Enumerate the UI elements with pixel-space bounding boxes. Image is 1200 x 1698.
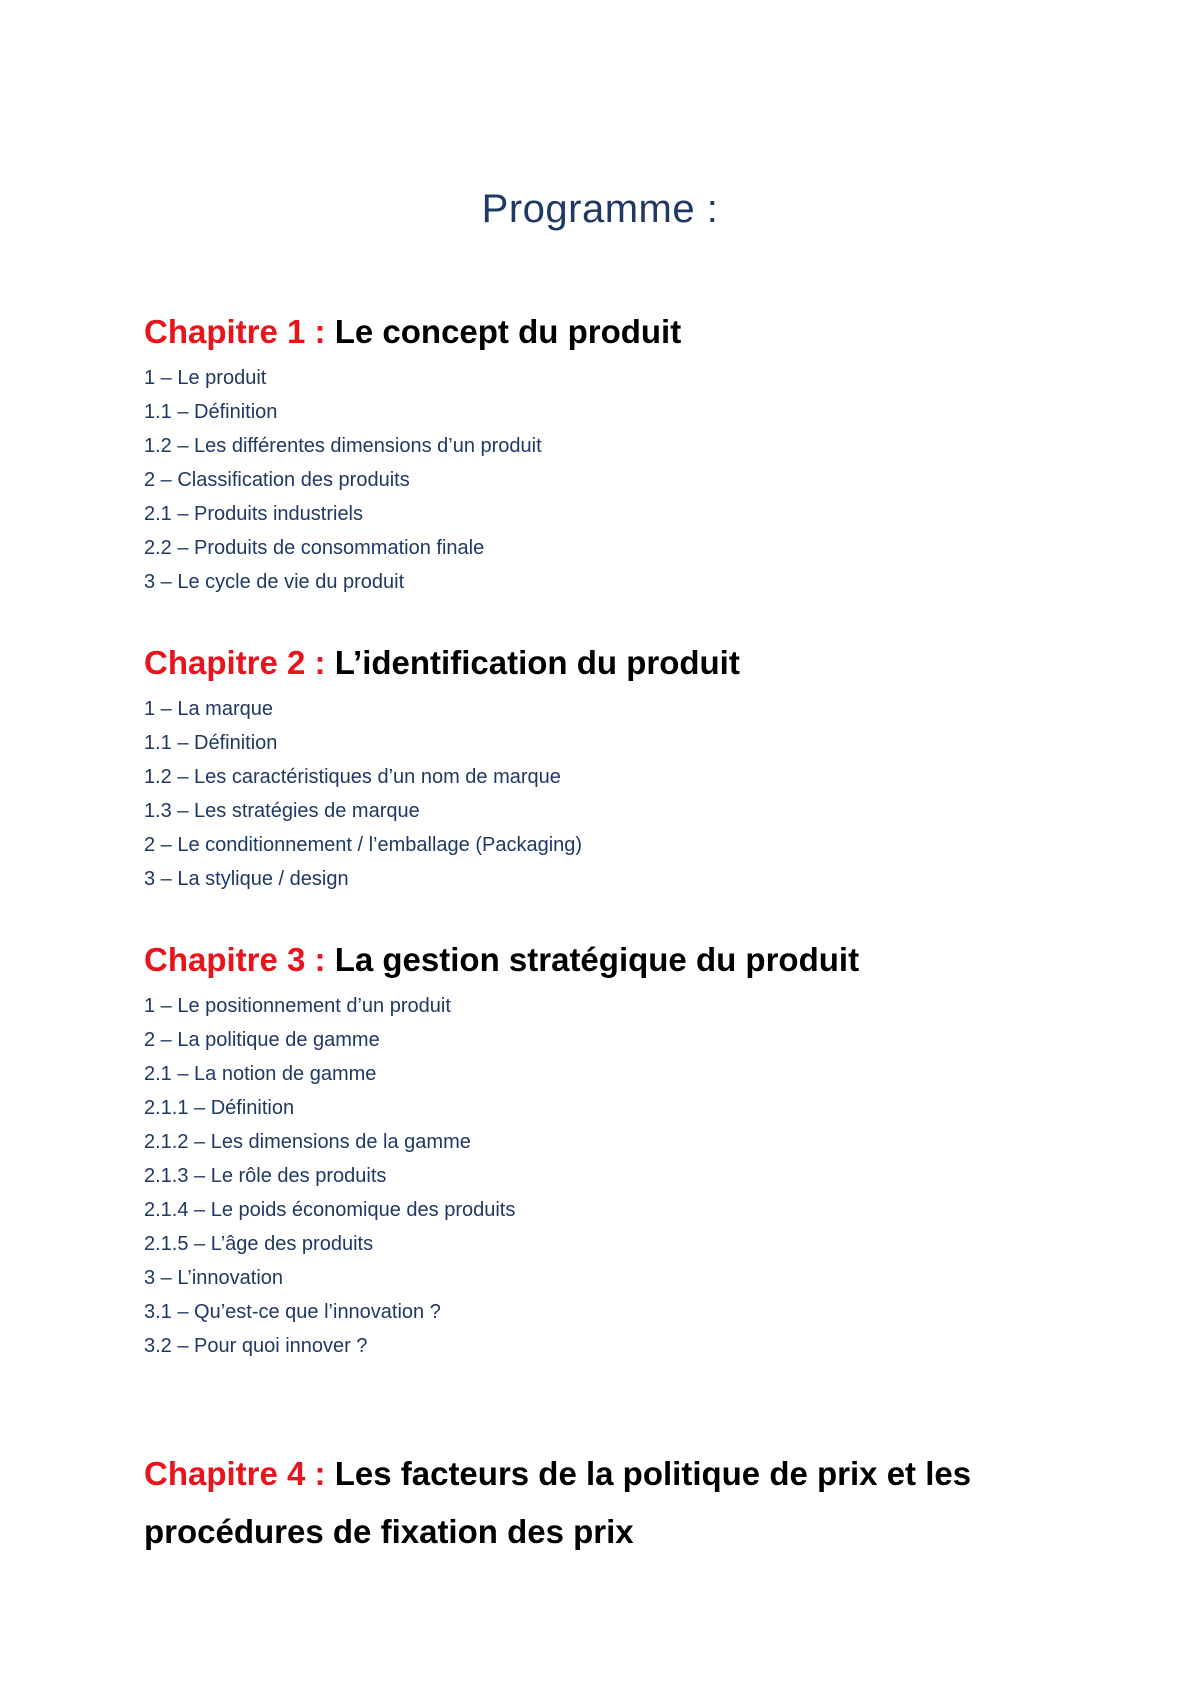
list-item: 2 – La politique de gamme [144, 1029, 380, 1051]
list-item: 2.1 – La notion de gamme [144, 1063, 377, 1085]
chapter-title: L’identification du produit [334, 644, 740, 681]
list-item: 1 – Le positionnement d’un produit [144, 995, 451, 1017]
chapter-title: Les facteurs de la politique de prix et les procédures de fixation des prix [144, 1455, 972, 1550]
chapter-title: Le concept du produit [334, 313, 682, 350]
list-item: 1.3 – Les stratégies de marque [144, 800, 420, 822]
list-item: 1 – La marque [144, 698, 273, 720]
chapter-title: La gestion stratégique du produit [334, 941, 860, 978]
chapter-items [144, 361, 1064, 599]
chapter-heading [144, 634, 1064, 692]
list-item: 1.1 – Définition [144, 732, 278, 754]
chapter-label: Chapitre 2 : [144, 644, 326, 681]
chapter-items [144, 692, 1064, 896]
list-item: 3 – La stylique / design [144, 868, 349, 890]
list-item: 2.1.3 – Le rôle des produits [144, 1165, 387, 1187]
list-item: 2.1.2 – Les dimensions de la gamme [144, 1131, 471, 1153]
list-item: 1.2 – Les caractéristiques d’un nom de marque [144, 766, 561, 788]
list-item: 2 – Classification des produits [144, 469, 410, 491]
list-item: 2 – Le conditionnement / l’emballage (Packaging) [144, 834, 583, 856]
chapter-4 [144, 1445, 1044, 1561]
chapter-3 [144, 931, 1064, 1363]
list-item: 2.1.1 – Définition [144, 1097, 295, 1119]
chapter-items [144, 989, 1064, 1363]
chapter-heading [144, 931, 1064, 989]
chapter-label: Chapitre 1 : [144, 313, 326, 350]
list-item: 3.2 – Pour quoi innover ? [144, 1335, 368, 1357]
list-item: 3 – Le cycle de vie du produit [144, 571, 405, 593]
list-item: 2.1 – Produits industriels [144, 503, 364, 525]
chapter-heading [144, 1445, 1044, 1561]
list-item: 1.1 – Définition [144, 401, 278, 423]
list-item: 2.2 – Produits de consommation finale [144, 537, 485, 559]
list-item: 1.2 – Les différentes dimensions d’un produit [144, 435, 542, 457]
list-item: 3 – L’innovation [144, 1267, 284, 1289]
chapter-label: Chapitre 4 : [144, 1455, 326, 1492]
page-title: Programme : [481, 187, 719, 231]
list-item: 1 – Le produit [144, 367, 267, 389]
list-item: 2.1.5 – L’âge des produits [144, 1233, 374, 1255]
list-item: 2.1.4 – Le poids économique des produits [144, 1199, 516, 1221]
chapter-2 [144, 634, 1064, 896]
chapter-label: Chapitre 3 : [144, 941, 326, 978]
chapter-heading [144, 303, 1064, 361]
chapter-1 [144, 303, 1064, 599]
list-item: 3.1 – Qu’est-ce que l’innovation ? [144, 1301, 441, 1323]
